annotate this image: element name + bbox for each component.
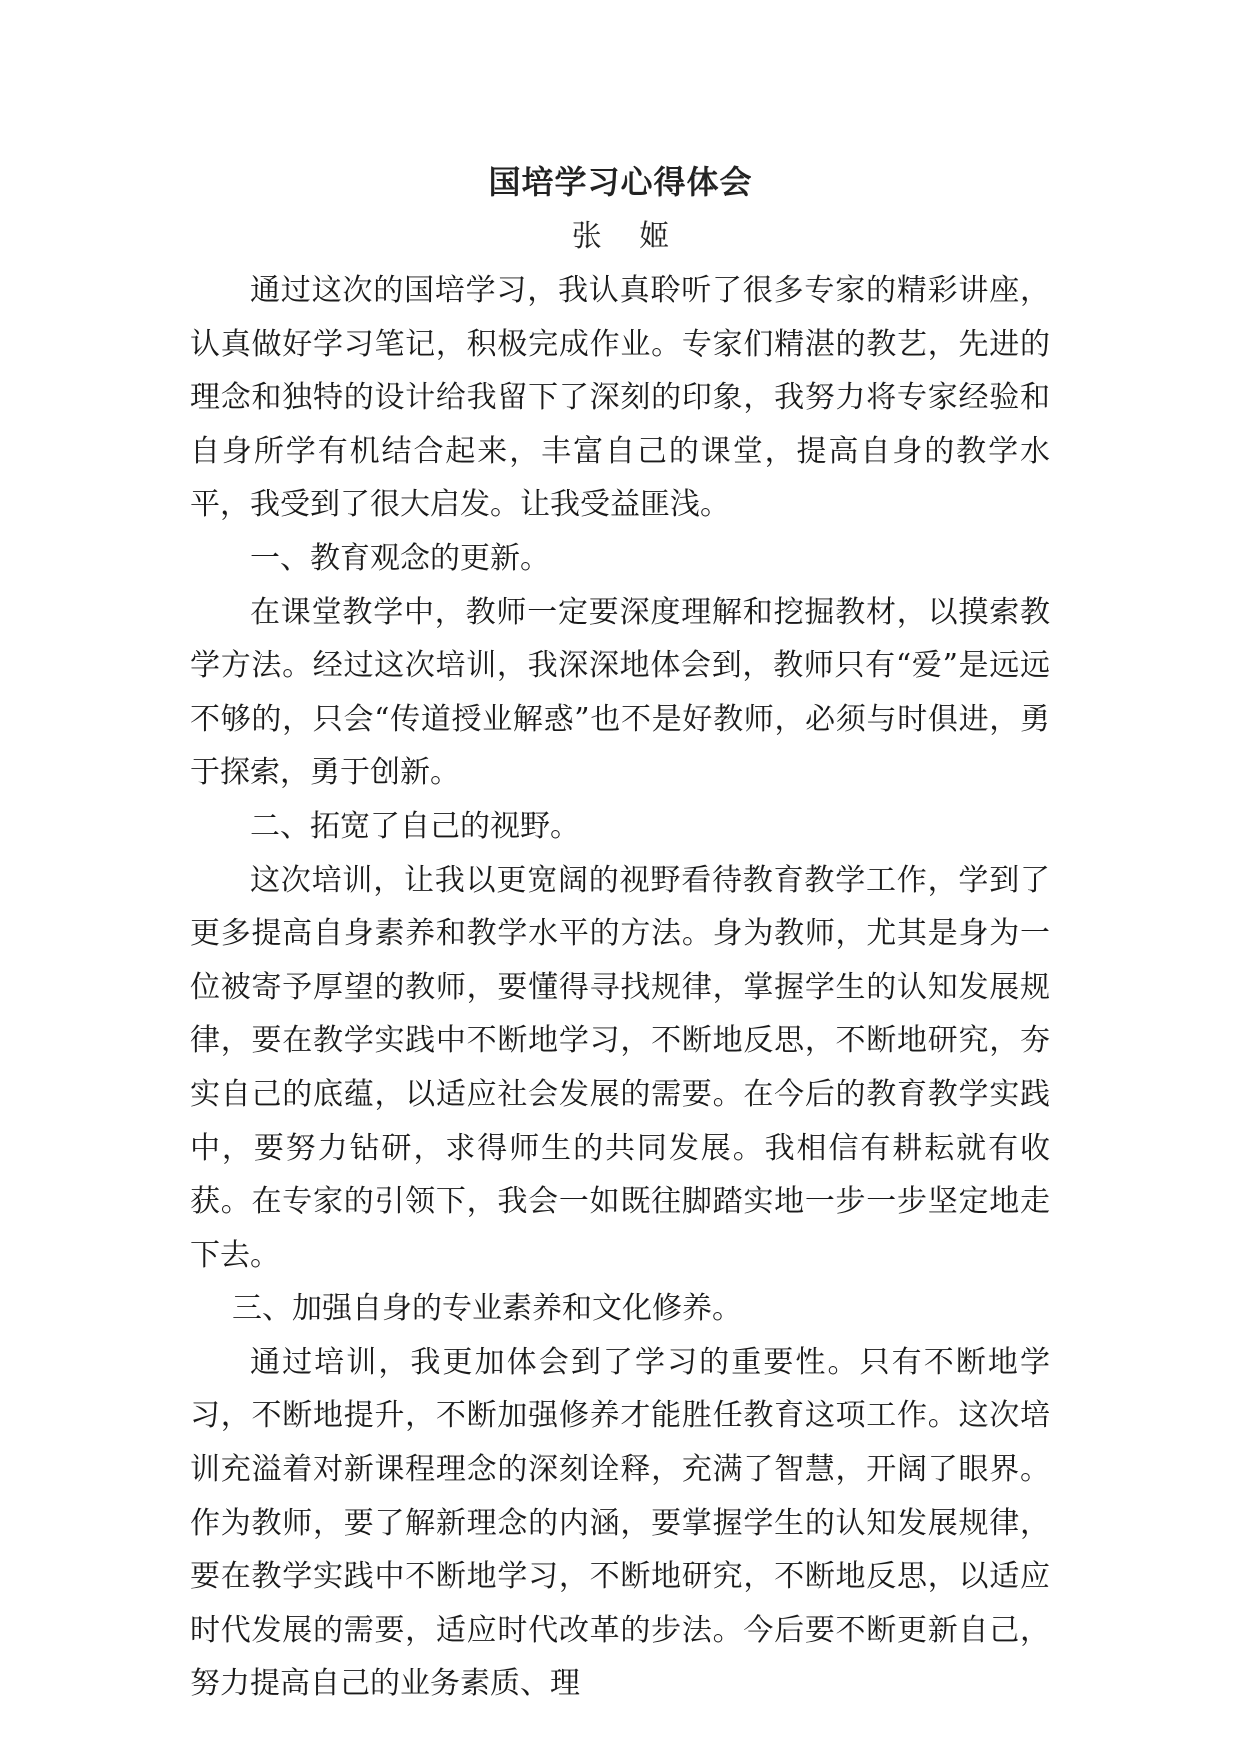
document-title: 国培学习心得体会 xyxy=(488,163,753,201)
section-heading-1: 一、教育观念的更新。 xyxy=(250,540,550,576)
section-heading-3: 三、加强自身的专业素养和文化修养。 xyxy=(232,1291,742,1327)
paragraph-section-1: 在课堂教学中，教师一定要深度理解和挖掘教材，以摸索教学方法。经过这次培训，我深深地体会到，教师只有“爱”是远远不够的，只会“传道授业解惑”也不是好教师，必须与时俱进，勇于探索，勇于创新。 xyxy=(190,594,1050,791)
paragraph-section-2: 这次培训，让我以更宽阔的视野看待教育教学工作，学到了更多提高自身素养和教学水平的方法。身为教师，尤其是身为一位被寄予厚望的教师，要懂得寻找规律，掌握学生的认知发展规律，要在教学实践中不断地学习，不断地反思，不断地研究，夯实自己的底蕴，以适应社会发展的需要。在今后的教育教学实践中，要努力钻研，求得师生的共同发展。我相信有耕耘就有收获。在专家的引领下，我会一如既往脚踏实地一步一步坚定地走下去。 xyxy=(190,862,1050,1273)
paragraph-intro: 通过这次的国培学习，我认真聆听了很多专家的精彩讲座，认真做好学习笔记，积极完成作业。专家们精湛的教艺，先进的理念和独特的设计给我留下了深刻的印象，我努力将专家经验和自身所学有机结合起来，丰富自己的课堂，提高自身的教学水平，我受到了很大启发。让我受益匪浅。 xyxy=(190,273,1050,523)
document-author: 张 姬 xyxy=(571,219,684,254)
section-heading-2: 二、拓宽了自己的视野。 xyxy=(250,808,580,844)
document-body xyxy=(190,264,1050,1711)
paragraph-section-3: 通过培训，我更加体会到了学习的重要性。只有不断地学习，不断地提升，不断加强修养才能胜任教育这项工作。这次培训充溢着对新课程理念的深刻诠释，充满了智慧，开阔了眼界。作为教师，要了解新理念的内涵，要掌握学生的认知发展规律，要在教学实践中不断地学习，不断地研究，不断地反思，以适应时代发展的需要，适应时代改革的步法。今后要不断更新自己，努力提高自己的业务素质、理 xyxy=(190,1344,1050,1702)
